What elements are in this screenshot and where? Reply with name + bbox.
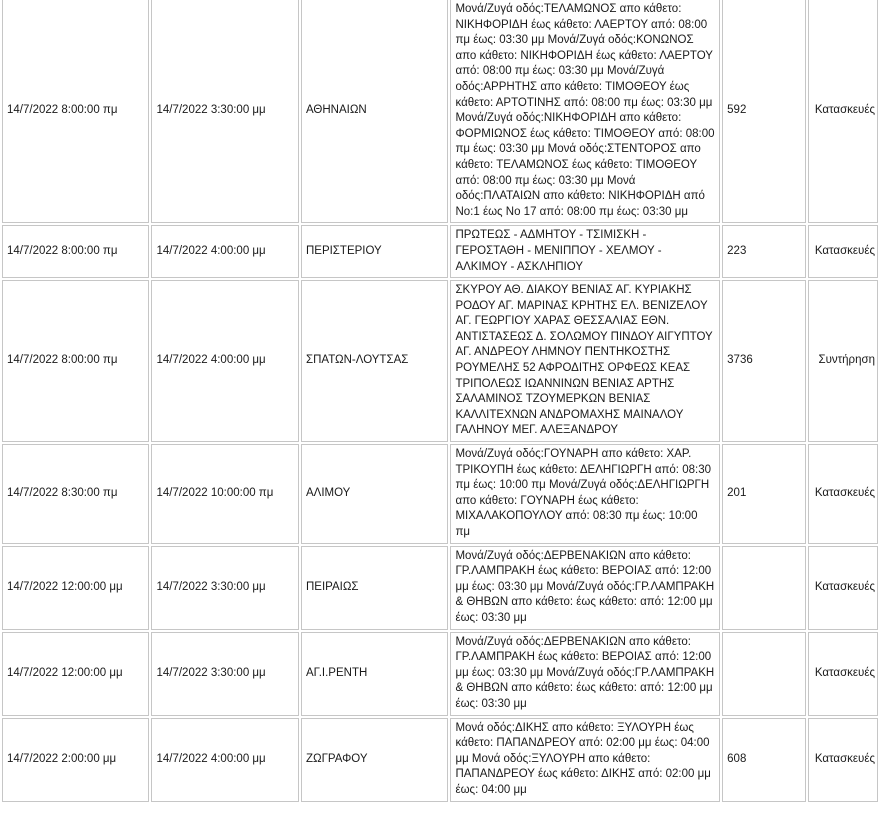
start-time-cell: 14/7/2022 12:00:00 μμ [2, 632, 149, 716]
start-time-cell: 14/7/2022 8:00:00 πμ [2, 225, 149, 278]
end-time-cell: 14/7/2022 3:30:00 μμ [151, 0, 298, 223]
streets-cell: Μονά/Ζυγά οδός:ΔΕΡΒΕΝΑΚΙΩΝ απο κάθετο: ΓΡ.ΛΑΜΠΡΑΚΗ έως κάθετο: ΒΕΡΟΙΑΣ από: 12:00 μμ έως: 03:30 μμ Μονά/Ζυγά οδός:ΓΡ.ΛΑΜΠΡΑΚΗ & ΘΗΒΩΝ απο κάθετο: έως κάθετο: από: 12:00 μμ έως: 03:30 μμ [450, 546, 720, 630]
end-time-cell: 14/7/2022 3:30:00 μμ [151, 632, 298, 716]
type-cell: Συντήρηση [808, 280, 878, 442]
streets-cell: Μονά/Ζυγά οδός:ΤΕΛΑΜΩΝΟΣ απο κάθετο: ΝΙΚΗΦΟΡΙΔΗ έως κάθετο: ΛΑΕΡΤΟΥ από: 08:00 πμ έως: 03:30 μμ Μονά/Ζυγά οδός:ΚΟΝΩΝΟΣ απο κάθετο: ΝΙΚΗΦΟΡΙΔΗ έως κάθετο: ΛΑΕΡΤΟΥ από: 08:00 πμ έως: 03:30 μμ Μονά/Ζυγά οδός:ΑΡΡΗΤΗΣ απο κάθετο: ΤΙΜΟΘΕΟΥ έως κάθετο: ΑΡΤΟΤΙΝΗΣ από: 08:00 πμ έως: 03:30 μμ Μονά/Ζυγά οδός:ΝΙΚΗΦΟΡΙΔΗ απο κάθετο: ΦΟΡΜΙΩΝΟΣ έως κάθετο: ΤΙΜΟΘΕΟΥ από: 08:00 πμ έως: 03:30 μμ Μονά οδός:ΣΤΕΝΤΟΡΟΣ απο κάθετο: ΤΕΛΑΜΩΝΟΣ έως κάθετο: ΤΙΜΟΘΕΟΥ από: 08:00 πμ έως: 03:30 μμ Μονά οδός:ΠΛΑΤΑΙΩΝ απο κάθετο: ΝΙΚΗΦΟΡΙΔΗ από Νο:1 έως Νο 17 από: 08:00 πμ έως: 03:30 μμ [450, 0, 720, 223]
area-cell: ΖΩΓΡΑΦΟΥ [301, 718, 448, 802]
table-row [2, 225, 878, 278]
start-time-cell: 14/7/2022 2:00:00 μμ [2, 718, 149, 802]
start-time-cell: 14/7/2022 12:00:00 μμ [2, 546, 149, 630]
area-cell: ΠΕΙΡΑΙΩΣ [301, 546, 448, 630]
type-cell: Κατασκευές [808, 546, 878, 630]
area-cell: ΠΕΡΙΣΤΕΡΙΟΥ [301, 225, 448, 278]
count-cell [722, 632, 806, 716]
start-time-cell: 14/7/2022 8:00:00 πμ [2, 280, 149, 442]
type-cell: Κατασκευές [808, 225, 878, 278]
type-cell: Κατασκευές [808, 632, 878, 716]
end-time-cell: 14/7/2022 4:00:00 μμ [151, 225, 298, 278]
count-cell: 592 [722, 0, 806, 223]
table-row [2, 718, 878, 802]
count-cell: 223 [722, 225, 806, 278]
table-row [2, 444, 878, 544]
type-cell: Κατασκευές [808, 444, 878, 544]
count-cell: 201 [722, 444, 806, 544]
streets-cell: Μονά οδός:ΔΙΚΗΣ απο κάθετο: ΞΥΛΟΥΡΗ έως κάθετο: ΠΑΠΑΝΔΡΕΟΥ από: 02:00 μμ έως: 04:00 μμ Μονά οδός:ΞΥΛΟΥΡΗ απο κάθετο: ΠΑΠΑΝΔΡΕΟΥ έως κάθετο: ΔΙΚΗΣ από: 02:00 μμ έως: 04:00 μμ [450, 718, 720, 802]
count-cell: 3736 [722, 280, 806, 442]
end-time-cell: 14/7/2022 10:00:00 πμ [151, 444, 298, 544]
type-cell: Κατασκευές [808, 718, 878, 802]
table-row [2, 546, 878, 630]
area-cell: ΑΘΗΝΑΙΩΝ [301, 0, 448, 223]
end-time-cell: 14/7/2022 4:00:00 μμ [151, 718, 298, 802]
end-time-cell: 14/7/2022 3:30:00 μμ [151, 546, 298, 630]
table-row [2, 280, 878, 442]
streets-cell: Μονά/Ζυγά οδός:ΔΕΡΒΕΝΑΚΙΩΝ απο κάθετο: ΓΡ.ΛΑΜΠΡΑΚΗ έως κάθετο: ΒΕΡΟΙΑΣ από: 12:00 μμ έως: 03:30 μμ Μονά/Ζυγά οδός:ΓΡ.ΛΑΜΠΡΑΚΗ & ΘΗΒΩΝ απο κάθετο: έως κάθετο: από: 12:00 μμ έως: 03:30 μμ [450, 632, 720, 716]
streets-cell: ΠΡΩΤΕΩΣ - ΑΔΜΗΤΟΥ - ΤΣΙΜΙΣΚΗ - ΓΕΡΟΣΤΑΘΗ - ΜΕΝΙΠΠΟΥ - ΧΕΛΜΟΥ - ΑΛΚΙΜΟΥ - ΑΣΚΛΗΠΙΟΥ [450, 225, 720, 278]
type-cell: Κατασκευές [808, 0, 878, 223]
area-cell: ΑΓ.Ι.ΡΕΝΤΗ [301, 632, 448, 716]
start-time-cell: 14/7/2022 8:00:00 πμ [2, 0, 149, 223]
streets-cell: ΣΚΥΡΟΥ ΑΘ. ΔΙΑΚΟΥ ΒΕΝΙΑΣ ΑΓ. ΚΥΡΙΑΚΗΣ ΡΟΔΟΥ ΑΓ. ΜΑΡΙΝΑΣ ΚΡΗΤΗΣ ΕΛ. ΒΕΝΙΖΕΛΟΥ ΑΓ. ΓΕΩΡΓΙΟΥ ΧΑΡΑΣ ΘΕΣΣΑΛΙΑΣ ΕΘΝ. ΑΝΤΙΣΤΑΣΕΩΣ Δ. ΣΟΛΩΜΟΥ ΠΙΝΔΟΥ ΑΙΓΥΠΤΟΥ ΑΓ. ΑΝΔΡΕΟΥ ΛΗΜΝΟΥ ΠΕΝΤΗΚΟΣΤΗΣ ΡΟΥΜΕΛΗΣ 52 ΑΦΡΟΔΙΤΗΣ ΟΡΦΕΩΣ ΚΕΑΣ ΤΡΙΠΟΛΕΩΣ ΙΩΑΝΝΙΝΩΝ ΒΕΝΙΑΣ ΑΡΤΗΣ ΣΑΛΑΜΙΝΟΣ ΤΖΟΥΜΕΡΚΩΝ ΒΕΝΙΑΣ ΚΑΛΛΙΤΕΧΝΩΝ ΑΝΔΡΟΜΑΧΗΣ ΜΑΙΝΑΛΟΥ ΓΑΛΗΝΟΥ ΜΕΓ. ΑΛΕΞΑΝΔΡΟΥ [450, 280, 720, 442]
table-row [2, 632, 878, 716]
area-cell: ΑΛΙΜΟΥ [301, 444, 448, 544]
start-time-cell: 14/7/2022 8:30:00 πμ [2, 444, 149, 544]
table-row [2, 0, 878, 223]
area-cell: ΣΠΑΤΩΝ-ΛΟΥΤΣΑΣ [301, 280, 448, 442]
count-cell: 608 [722, 718, 806, 802]
end-time-cell: 14/7/2022 4:00:00 μμ [151, 280, 298, 442]
count-cell [722, 546, 806, 630]
streets-cell: Μονά/Ζυγά οδός:ΓΟΥΝΑΡΗ απο κάθετο: ΧΑΡ. ΤΡΙΚΟΥΠΗ έως κάθετο: ΔΕΛΗΓΙΩΡΓΗ από: 08:30 πμ έως: 10:00 πμ Μονά/Ζυγά οδός:ΔΕΛΗΓΙΩΡΓΗ απο κάθετο: ΓΟΥΝΑΡΗ έως κάθετο: ΜΙΧΑΛΑΚΟΠΟΥΛΟΥ από: 08:30 πμ έως: 10:00 πμ [450, 444, 720, 544]
